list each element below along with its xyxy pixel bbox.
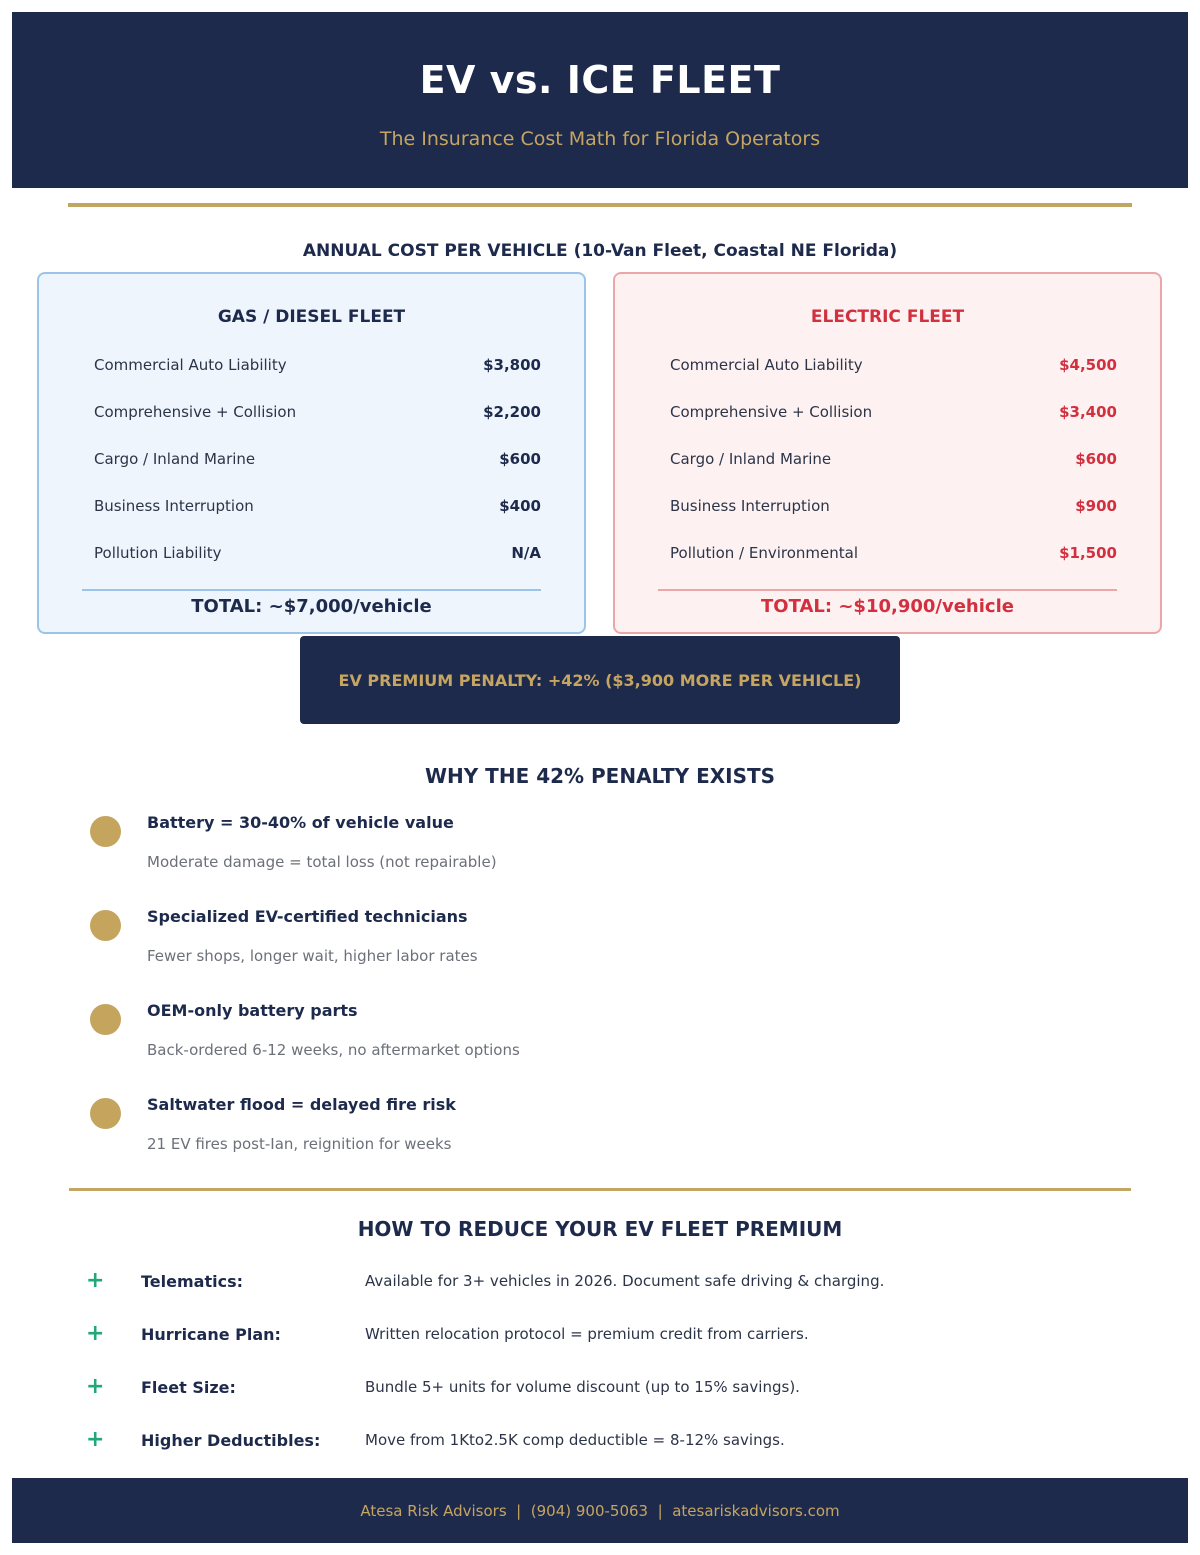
reason-item (90, 907, 990, 987)
bullet-dot-icon (90, 816, 121, 847)
card-total: TOTAL: ~$7,000/vehicle (191, 596, 432, 617)
tip-label: Higher Deductibles: (141, 1431, 321, 1450)
tip-item (86, 1374, 1086, 1402)
cost-label: Comprehensive + Collision (94, 403, 297, 421)
cost-label: Business Interruption (670, 497, 830, 515)
cost-value: N/A (511, 544, 541, 562)
cost-row (94, 542, 541, 564)
card-title: ELECTRIC FLEET (810, 307, 965, 327)
page-title: EV vs. ICE FLEET (419, 58, 781, 102)
tip-item (86, 1268, 1086, 1296)
tip-label: Fleet Size: (141, 1378, 236, 1397)
bullet-dot-icon (90, 1004, 121, 1035)
cost-value: $1,500 (1059, 544, 1117, 562)
tip-description: Bundle 5+ units for volume discount (up to 15% savings). (365, 1378, 800, 1396)
page-subtitle: The Insurance Cost Math for Florida Operators (379, 128, 821, 150)
reason-title: Battery = 30-40% of vehicle value (147, 813, 454, 832)
bullet-dot-icon (90, 910, 121, 941)
gas-diesel-fleet-card (37, 272, 586, 634)
cost-value: $600 (499, 450, 541, 468)
cost-row (670, 401, 1117, 423)
plus-icon: + (86, 1321, 105, 1346)
tip-label: Hurricane Plan: (141, 1325, 281, 1344)
cost-row (670, 354, 1117, 376)
comparison-heading: ANNUAL COST PER VEHICLE (10-Van Fleet, Coastal NE Florida) (302, 241, 898, 261)
divider (68, 203, 1132, 207)
reason-item (90, 813, 990, 893)
reasons-heading: WHY THE 42% PENALTY EXISTS (424, 764, 776, 788)
cost-value: $3,800 (483, 356, 541, 374)
cost-row (670, 542, 1117, 564)
header-banner (12, 12, 1188, 188)
reason-item (90, 1001, 990, 1081)
cost-label: Cargo / Inland Marine (670, 450, 832, 468)
plus-icon: + (86, 1427, 105, 1452)
cost-value: $2,200 (483, 403, 541, 421)
reason-title: OEM-only battery parts (147, 1001, 358, 1020)
cost-row (94, 354, 541, 376)
cost-label: Commercial Auto Liability (94, 356, 287, 374)
card-title: GAS / DIESEL FLEET (217, 307, 406, 327)
tip-item (86, 1427, 1086, 1455)
tip-item (86, 1321, 1086, 1349)
cost-value: $600 (1075, 450, 1117, 468)
ev-premium-penalty-banner: EV PREMIUM PENALTY: +42% ($3,900 MORE PER VEHICLE) (300, 636, 900, 724)
reason-description: Moderate damage = total loss (not repairable) (147, 853, 497, 871)
cost-row (94, 448, 541, 470)
cost-value: $3,400 (1059, 403, 1117, 421)
cost-row (94, 495, 541, 517)
cost-value: $900 (1075, 497, 1117, 515)
footer-contact: Atesa Risk Advisors | (904) 900-5063 | atesariskadvisors.com (360, 1501, 840, 1520)
cost-label: Cargo / Inland Marine (94, 450, 256, 468)
tips-heading: HOW TO REDUCE YOUR EV FLEET PREMIUM (357, 1217, 843, 1241)
plus-icon: + (86, 1268, 105, 1293)
cost-row (94, 401, 541, 423)
divider (69, 1188, 1131, 1191)
reason-description: 21 EV fires post-Ian, reignition for weeks (147, 1135, 452, 1153)
cost-row (670, 448, 1117, 470)
cost-label: Comprehensive + Collision (670, 403, 873, 421)
tip-label: Telematics: (141, 1272, 243, 1291)
cost-row (670, 495, 1117, 517)
reason-title: Specialized EV-certified technicians (147, 907, 468, 926)
reason-description: Back-ordered 6-12 weeks, no aftermarket options (147, 1041, 520, 1059)
bullet-dot-icon (90, 1098, 121, 1129)
plus-icon: + (86, 1374, 105, 1399)
reason-item (90, 1095, 990, 1175)
card-divider (82, 589, 541, 591)
cost-label: Commercial Auto Liability (670, 356, 863, 374)
electric-fleet-card (613, 272, 1162, 634)
card-divider (658, 589, 1117, 591)
tip-description: Move from 1Kto2.5K comp deductible = 8-12% savings. (365, 1431, 785, 1449)
cost-value: $4,500 (1059, 356, 1117, 374)
cost-label: Pollution / Environmental (670, 544, 858, 562)
tip-description: Written relocation protocol = premium credit from carriers. (365, 1325, 809, 1343)
reason-description: Fewer shops, longer wait, higher labor rates (147, 947, 478, 965)
cost-label: Business Interruption (94, 497, 254, 515)
card-total: TOTAL: ~$10,900/vehicle (761, 596, 1014, 617)
cost-value: $400 (499, 497, 541, 515)
cost-label: Pollution Liability (94, 544, 222, 562)
reason-title: Saltwater flood = delayed fire risk (147, 1095, 456, 1114)
footer (12, 1478, 1188, 1543)
tip-description: Available for 3+ vehicles in 2026. Document safe driving & charging. (365, 1272, 885, 1290)
